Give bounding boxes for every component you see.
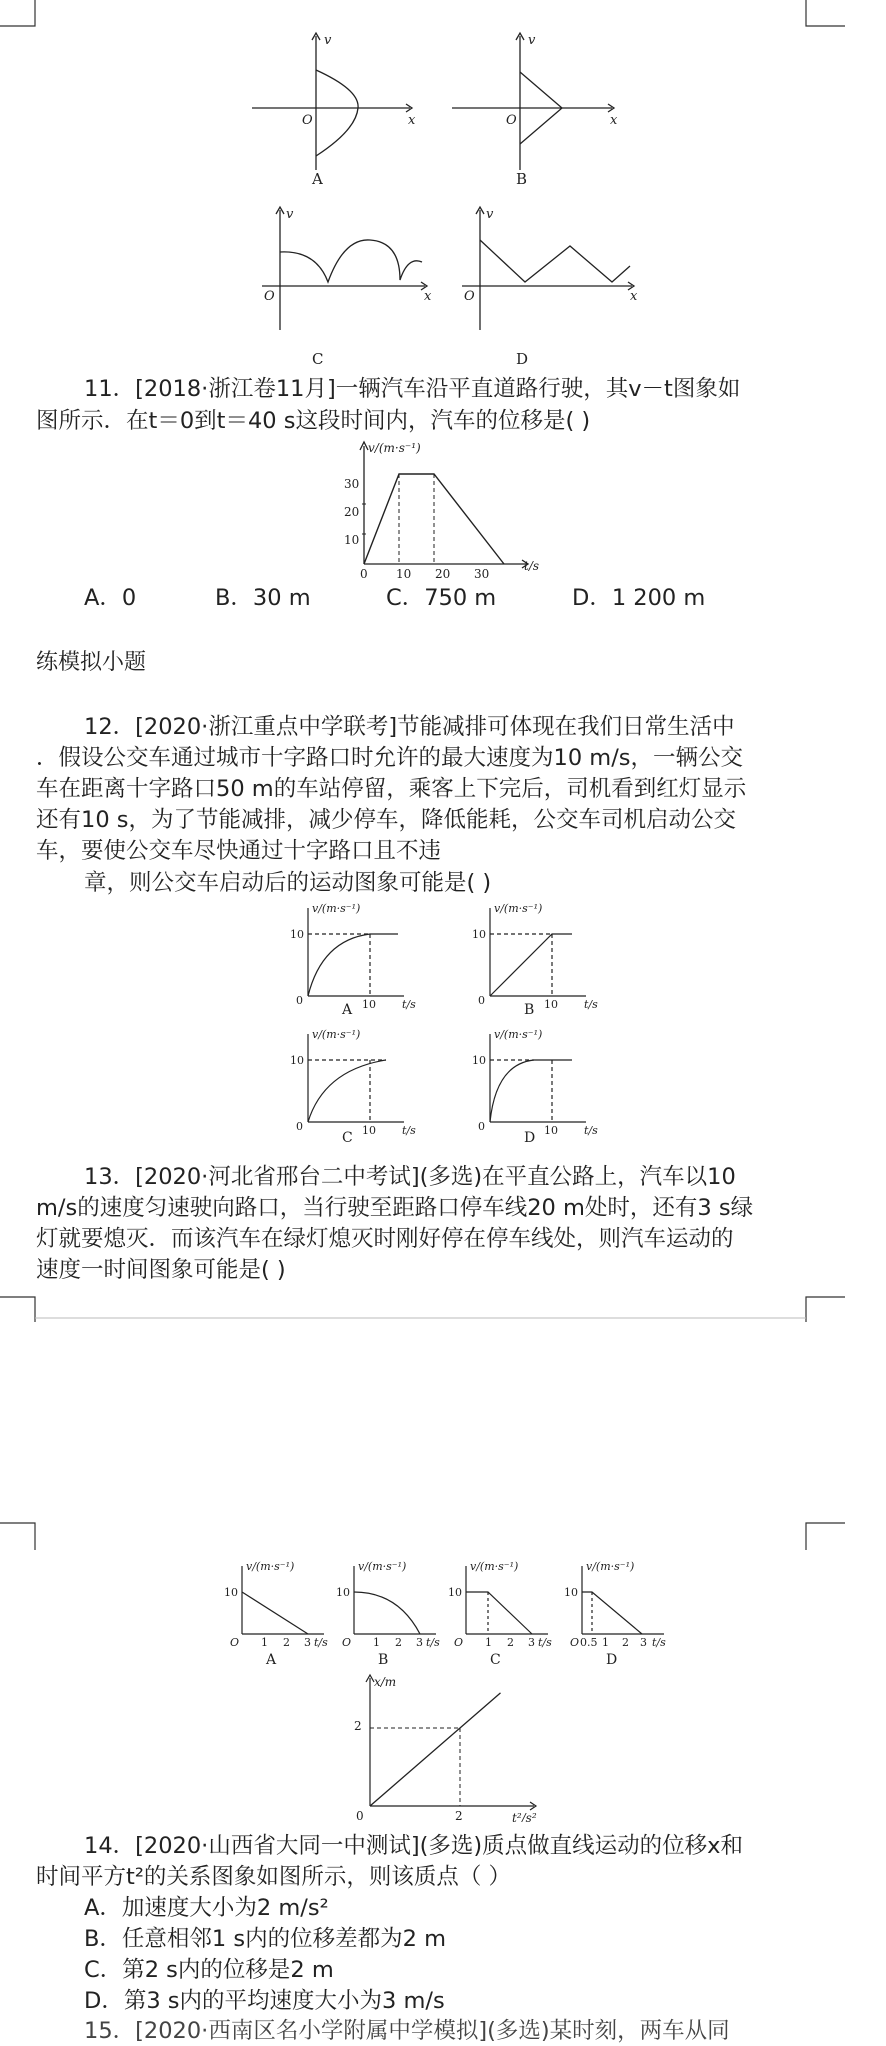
q11-xlabel: t/s: [524, 559, 540, 573]
q13c-xlabel: t/s: [538, 1636, 552, 1649]
q14-option-b: B．任意相邻1 s内的位移差都为2 m: [84, 1926, 447, 1952]
fig-a-axis-v: v: [324, 33, 332, 48]
q12-line4: 还有10 s，为了节能减排，减少停车，降低能耗，公交车司机启动公交: [36, 807, 737, 833]
q13b-xt2: 2: [395, 1636, 402, 1649]
q13b-xlabel: t/s: [426, 1636, 440, 1649]
q12-label-b: B: [524, 1002, 535, 1018]
q12-label-d: D: [524, 1130, 536, 1146]
q14-series-line: [370, 1693, 501, 1806]
q13-line4: 速度一时间图象可能是( ): [36, 1257, 286, 1283]
q12-line2: ．假设公交车通过城市十字路口时允许的最大速度为10 m/s，一辆公交: [36, 745, 744, 771]
q14-origin: 0: [356, 1809, 364, 1822]
q11-line2: 图所示．在t＝0到t＝40 s这段时间内，汽车的位移是( ): [36, 408, 591, 434]
q13c-xt1: 1: [485, 1636, 492, 1649]
q15-cut-line: 15．[2020·西南区名小学附属中学模拟](多选)某时刻，两车从同: [84, 2018, 730, 2044]
fig-d-origin: O: [464, 289, 475, 304]
q14-ytick: 2: [354, 1719, 362, 1733]
q11-option-b: B．30 m: [215, 585, 311, 611]
q12b-xtick: 10: [544, 998, 558, 1011]
q12b-origin: 0: [478, 994, 485, 1007]
q13d-xlabel: t/s: [652, 1636, 666, 1649]
fig-label-d: D: [516, 350, 529, 368]
q13d-ytick: 10: [564, 1586, 578, 1599]
fig-a-axis-x: x: [408, 113, 416, 128]
q11-line1: 11．[2018·浙江卷11月]一辆汽车沿平直道路行驶，其v－t图象如: [84, 376, 741, 402]
top-figures: [240, 30, 660, 370]
q13c-origin: O: [454, 1636, 464, 1649]
fig-label-b: B: [516, 170, 528, 188]
q13-label-c: C: [490, 1652, 501, 1668]
q14-line2: 时间平方t²的关系图象如图所示，则该质点（ ）: [36, 1864, 511, 1890]
q11-xtick-10: 10: [396, 567, 412, 578]
q12-charts: [290, 900, 610, 1150]
q12-line3: 车在距离十字路口50 m的车站停留，乘客上下完后，司机看到红灯显示: [36, 776, 747, 802]
fig-b-origin: O: [506, 113, 517, 128]
q13a-xt2: 2: [283, 1636, 290, 1649]
q12-label-a: A: [342, 1002, 353, 1018]
fig-c-axis-x: x: [424, 289, 432, 304]
q14-xlabel: t²/s²: [512, 1811, 537, 1822]
q13-line3: 灯就要熄灭．而该汽车在绿灯熄灭时刚好停在停车线处，则汽车运动的: [36, 1226, 734, 1252]
q12c-xlabel: t/s: [402, 1124, 416, 1137]
q13-charts: [222, 1558, 682, 1668]
q13b-xt1: 1: [373, 1636, 380, 1649]
q13d-ylabel: v/(m·s⁻¹): [586, 1560, 635, 1573]
q11-ytick-30: 30: [344, 477, 360, 491]
q13d-xt05: 0.5: [580, 1636, 598, 1649]
q14-option-d: D．第3 s内的平均速度大小为3 m/s: [84, 1988, 445, 2014]
q13b-ylabel: v/(m·s⁻¹): [358, 1560, 407, 1573]
fig-d-axis-v: v: [486, 207, 494, 222]
q13-label-d: D: [606, 1652, 618, 1668]
q11-option-a: A．0: [84, 585, 137, 611]
q13b-origin: O: [342, 1636, 352, 1649]
q12c-ylabel: v/(m·s⁻¹): [312, 1028, 361, 1041]
fig-a-origin: O: [302, 113, 313, 128]
q14-ylabel: x/m: [374, 1675, 397, 1689]
q12b-xlabel: t/s: [584, 998, 598, 1011]
fig-label-c: C: [312, 350, 324, 368]
q13a-ytick: 10: [224, 1586, 238, 1599]
q12c-origin: 0: [296, 1120, 303, 1133]
q11-xtick-20: 20: [435, 567, 451, 578]
q12d-ylabel: v/(m·s⁻¹): [494, 1028, 543, 1041]
q12d-xtick: 10: [544, 1124, 558, 1137]
q11-ytick-20: 20: [344, 505, 360, 519]
q12b-ytick: 10: [472, 928, 486, 941]
fig-c-origin: O: [264, 289, 275, 304]
q13-line2: m/s的速度匀速驶向路口，当行驶至距路口停车线20 m处时，还有3 s绿: [36, 1195, 754, 1221]
q12-line5: 车，要使公交车尽快通过十字路口且不违: [36, 838, 442, 864]
q11-option-c: C．750 m: [386, 585, 497, 611]
q13c-xt3: 3: [528, 1636, 535, 1649]
q14-option-c: C．第2 s内的位移是2 m: [84, 1957, 334, 1983]
fig-b-axis-x: x: [610, 113, 618, 128]
q13c-xt2: 2: [507, 1636, 514, 1649]
q13b-ytick: 10: [336, 1586, 350, 1599]
q13c-ylabel: v/(m·s⁻¹): [470, 1560, 519, 1573]
q13d-origin: O: [570, 1636, 580, 1649]
q12c-ytick: 10: [290, 1054, 304, 1067]
q13a-origin: O: [230, 1636, 240, 1649]
q12b-ylabel: v/(m·s⁻¹): [494, 902, 543, 915]
q12-line1: 12．[2020·浙江重点中学联考]节能减排可体现在我们日常生活中: [84, 714, 735, 740]
q13b-xt3: 3: [416, 1636, 423, 1649]
q12a-ylabel: v/(m·s⁻¹): [312, 902, 361, 915]
q13a-xt1: 1: [261, 1636, 268, 1649]
q11-chart: [340, 438, 560, 578]
q14-line1: 14．[2020·山西省大同一中测试](多选)质点做直线运动的位移x和: [84, 1833, 743, 1859]
fig-c-axis-v: v: [286, 207, 294, 222]
q12a-xtick: 10: [362, 998, 376, 1011]
q11-xtick-30: 30: [474, 567, 490, 578]
q14-xtick: 2: [455, 1809, 463, 1822]
q13-label-a: A: [266, 1652, 277, 1668]
q13c-ytick: 10: [448, 1586, 462, 1599]
q13d-xt3: 3: [640, 1636, 647, 1649]
q11-ylabel: v/(m·s⁻¹): [368, 441, 421, 455]
q12-line6: 章，则公交车启动后的运动图象可能是( ): [84, 870, 492, 896]
q11-ytick-10: 10: [344, 533, 360, 547]
q12d-origin: 0: [478, 1120, 485, 1133]
q14-chart: [350, 1672, 550, 1822]
q13d-xt1: 1: [602, 1636, 609, 1649]
q13-label-b: B: [378, 1652, 389, 1668]
q13a-xt3: 3: [304, 1636, 311, 1649]
q13-line1: 13．[2020·河北省邢台二中考试](多选)在平直公路上，汽车以10: [84, 1164, 736, 1190]
q13d-xt2: 2: [622, 1636, 629, 1649]
q14-option-a: A．加速度大小为2 m/s²: [84, 1895, 329, 1921]
fig-b-axis-v: v: [528, 33, 536, 48]
q12-label-c: C: [342, 1130, 353, 1146]
q12a-xlabel: t/s: [402, 998, 416, 1011]
q11-option-d: D．1 200 m: [572, 585, 706, 611]
q13a-ylabel: v/(m·s⁻¹): [246, 1560, 295, 1573]
q12d-xlabel: t/s: [584, 1124, 598, 1137]
q12a-ytick: 10: [290, 928, 304, 941]
q12c-xtick: 10: [362, 1124, 376, 1137]
fig-d-axis-x: x: [630, 289, 638, 304]
q13a-xlabel: t/s: [314, 1636, 328, 1649]
q12a-origin: 0: [296, 994, 303, 1007]
q11-xtick-0: 0: [360, 567, 368, 578]
q12d-ytick: 10: [472, 1054, 486, 1067]
section-heading: 练模拟小题: [36, 650, 147, 675]
fig-label-a: A: [312, 170, 323, 188]
